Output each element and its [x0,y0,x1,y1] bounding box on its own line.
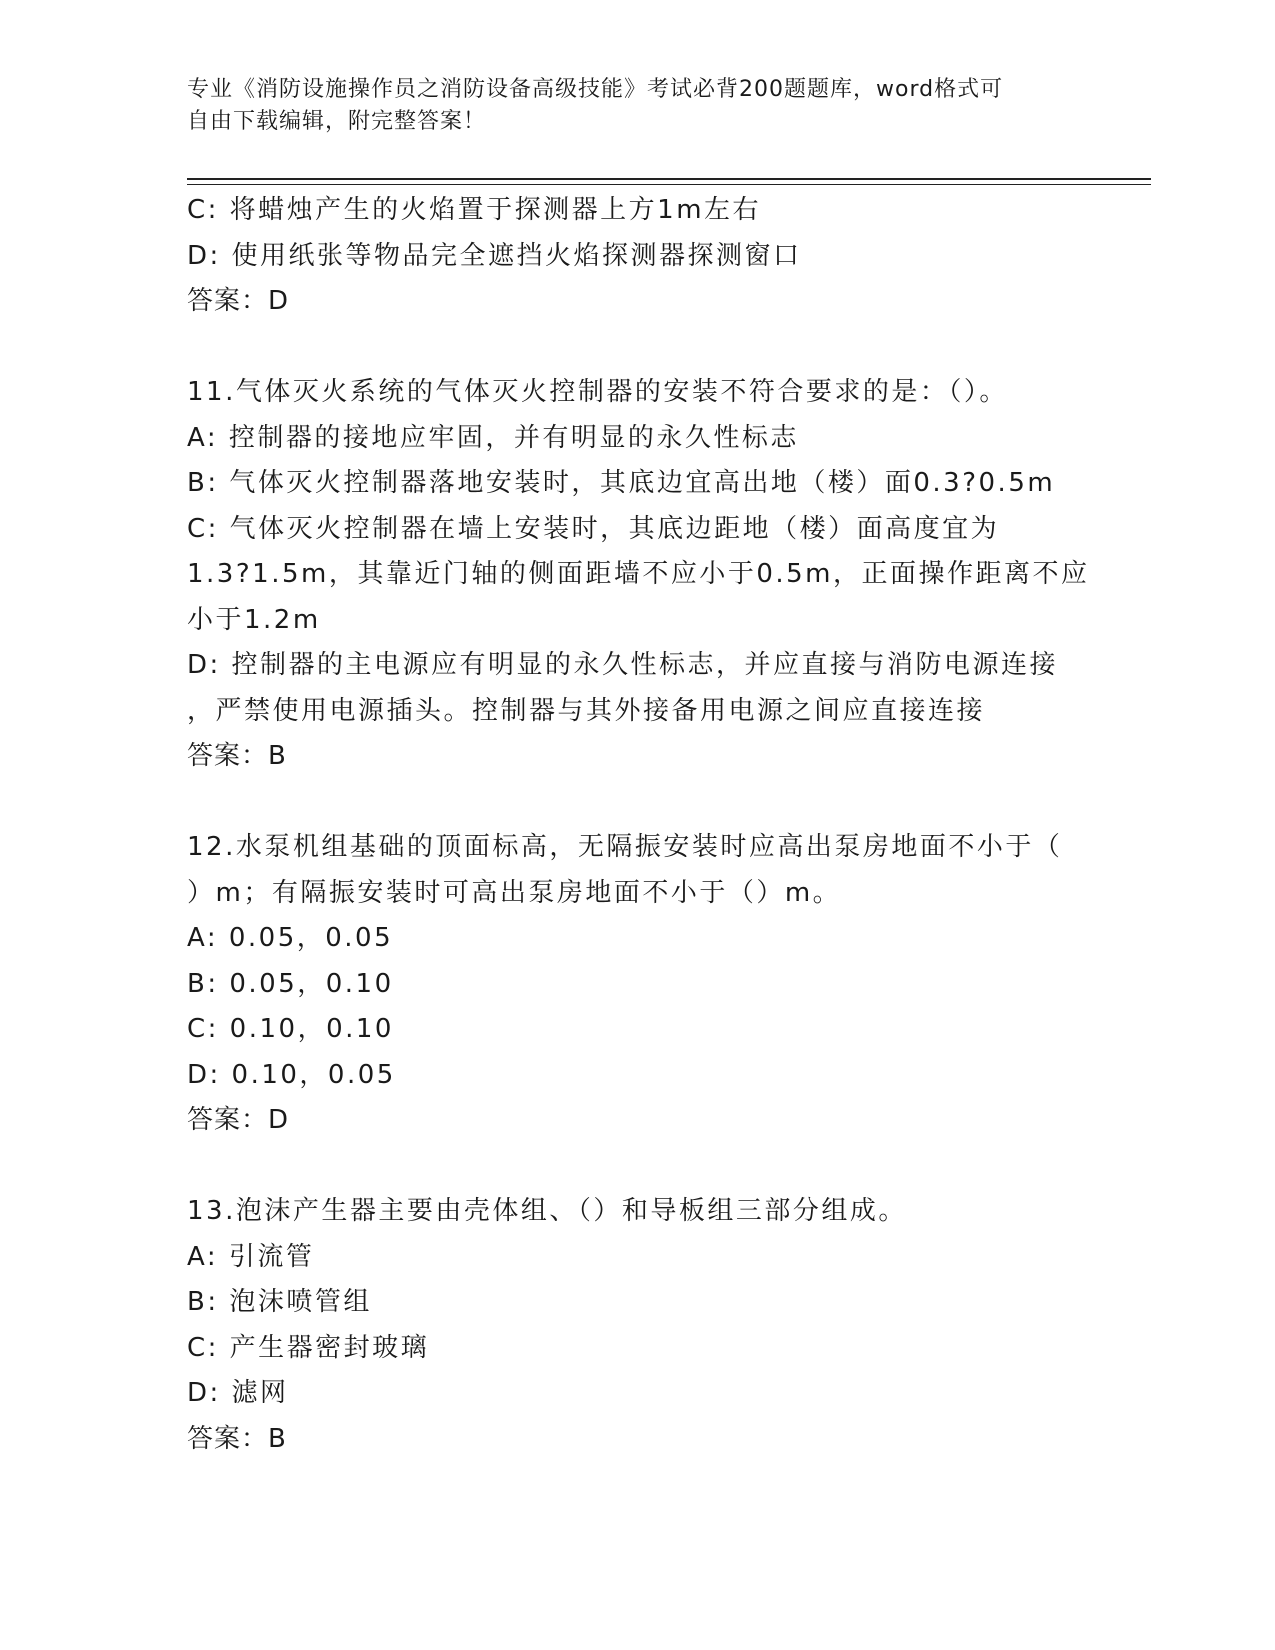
option-c: C: 气体灭火控制器在墙上安装时，其底边距地（楼）面高度宜为 [187,513,1000,544]
answer-line: 答案：D [187,1105,290,1135]
spacer [187,1144,1087,1190]
header-rule-thin [187,184,1151,185]
question-text: 13.泡沫产生器主要由壳体组、（）和导板组三部分组成。 [187,1196,907,1226]
header-line-1: 专业《消防设施操作员之消防设备高级技能》考试必背200题题库，word格式可 [187,77,1004,102]
answer-line: 答案：B [187,741,287,771]
option-c-continued: 1.3?1.5m，其靠近门轴的侧面距墙不应小于0.5m，正面操作距离不应 [187,559,1090,589]
option-a: A: 控制器的接地应牢固，并有明显的永久性标志 [187,422,799,453]
page-header [187,74,1087,138]
option-c: C: 0.10，0.10 [187,1014,394,1044]
option-d: D: 0.10，0.05 [187,1059,396,1090]
option-c: C: 将蜡烛产生的火焰置于探测器上方1m左右 [187,195,762,225]
question-text-continued: ）m；有隔振安装时可高出泵房地面不小于（）m。 [187,877,842,908]
spacer [187,780,1087,826]
option-c-continued: 小于1.2m [187,604,321,635]
question-block-11 [187,370,1090,780]
header-rule-thick [187,178,1151,180]
option-a: A: 引流管 [187,1241,315,1272]
option-d-continued: ，严禁使用电源插头。控制器与其外接备用电源之间应直接连接 [187,695,986,726]
option-b: B: 气体灭火控制器落地安装时，其底边宜高出地（楼）面0.3?0.5m [187,468,1056,498]
spacer [187,325,1087,371]
answer-line: 答案：B [187,1423,287,1454]
option-d: D: 使用纸张等物品完全遮挡火焰探测器探测窗口 [187,240,802,271]
option-a: A: 0.05，0.05 [187,923,394,953]
option-b: B: 0.05，0.10 [187,968,394,999]
option-c: C: 产生器密封玻璃 [187,1332,430,1363]
option-d: D: 滤网 [187,1378,289,1408]
question-block-12 [187,825,1087,1144]
document-body [187,188,1090,1462]
option-d: D: 控制器的主电源应有明显的永久性标志，并应直接与消防电源连接 [187,650,1059,680]
option-b: B: 泡沫喷管组 [187,1287,372,1317]
question-text: 12.水泵机组基础的顶面标高，无隔振安装时应高出泵房地面不小于（ [187,832,1063,862]
question-block-10 [187,188,1087,325]
question-text: 11.气体灭火系统的气体灭火控制器的安装不符合要求的是：（）。 [187,377,1008,407]
answer-line: 答案：D [187,286,290,316]
header-line-2: 自由下载编辑，附完整答案！ [187,109,487,134]
question-block-13 [187,1189,1087,1462]
